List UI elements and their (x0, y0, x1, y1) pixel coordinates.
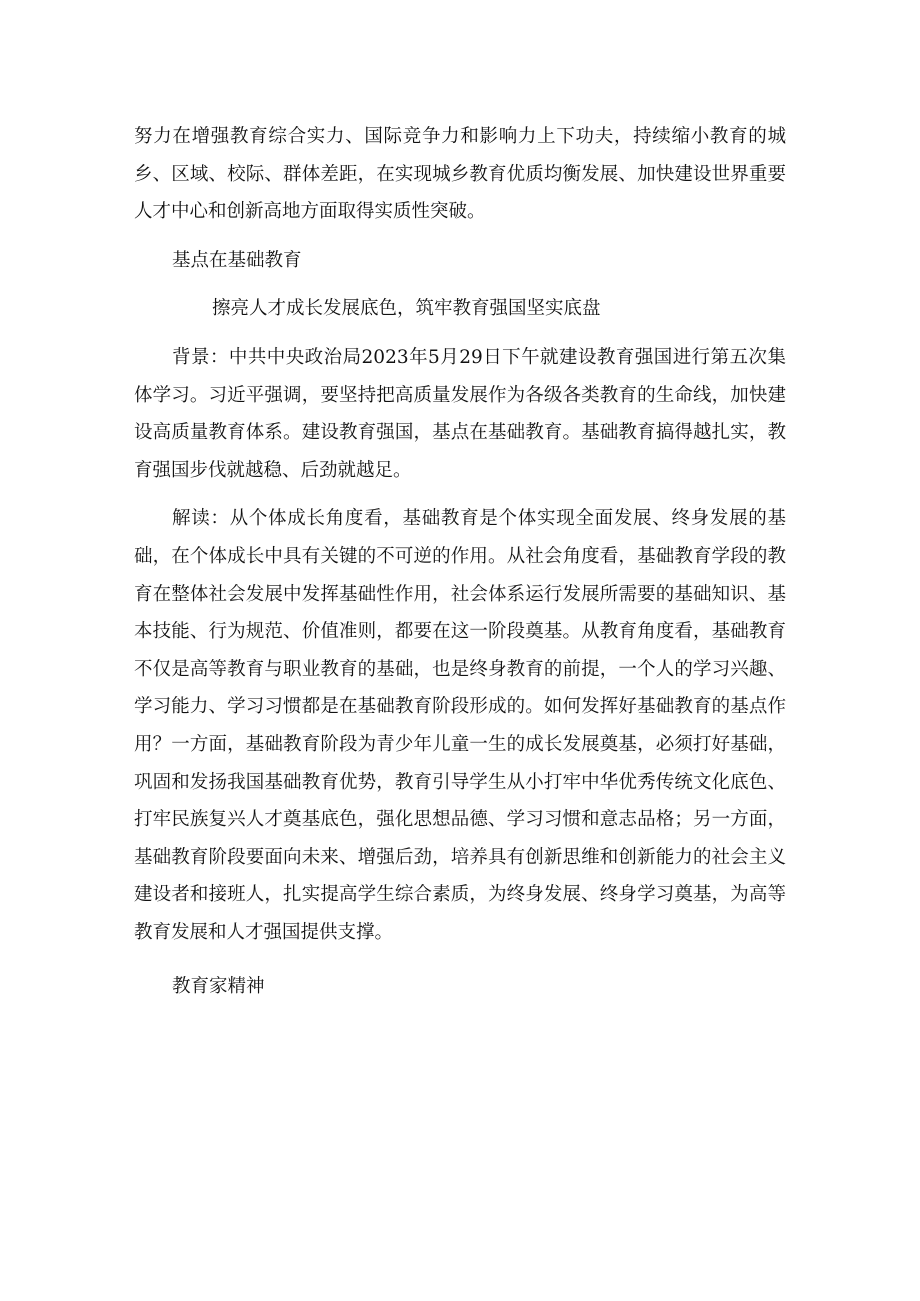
document-body (134, 118, 786, 1006)
body-paragraph-continued: 努力在增强教育综合实力、国际竞争力和影响力上下功夫，持续缩小教育的城乡、区域、校际、群体差距，在实现城乡教育优质均衡发展、加快建设世界重要人才中心和创新高地方面取得实质性突破。 (134, 126, 786, 223)
background-paragraph: 背景：中共中央政治局2023年5月29日下午就建设教育强国进行第五次集体学习。习近平强调，要坚持把高质量发展作为各级各类教育的生命线，加快建设高质量教育体系。建设教育强国，基点在基础教育。基础教育搞得越扎实，教育强国步伐就越稳、后劲就越足。 (134, 346, 786, 481)
interpretation-paragraph: 解读：从个体成长角度看，基础教育是个体实现全面发展、终身发展的基础，在个体成长中具有关键的不可逆的作用。从社会角度看，基础教育学段的教育在整体社会发展中发挥基础性作用，社会体系运行发展所需要的基础知识、基本技能、行为规范、价值准则，都要在这一阶段奠基。从教育角度看，基础教育不仅是高等教育与职业教育的基础，也是终身教育的前提，一个人的学习兴趣、学习能力、学习习惯都是在基础教育阶段形成的。如何发挥好基础教育的基点作用？一方面，基础教育阶段为青少年儿童一生的成长发展奠基，必须打好基础，巩固和发扬我国基础教育优势，教育引导学生从小打牢中华优秀传统文化底色、打牢民族复兴人才奠基底色，强化思想品德、学习习惯和意志品格；另一方面，基础教育阶段要面向未来、增强后劲，培养具有创新思维和创新能力的社会主义建设者和接班人，扎实提高学生综合素质，为终身发展、终身学习奠基，为高等教育发展和人才强国提供支撑。 (134, 508, 786, 943)
section-heading-educator-spirit: 教育家精神 (172, 976, 265, 998)
section-heading-basic-education: 基点在基础教育 (172, 249, 302, 271)
section-subtitle: 擦亮人才成长发展底色，筑牢教育强国坚实底盘 (212, 298, 601, 320)
